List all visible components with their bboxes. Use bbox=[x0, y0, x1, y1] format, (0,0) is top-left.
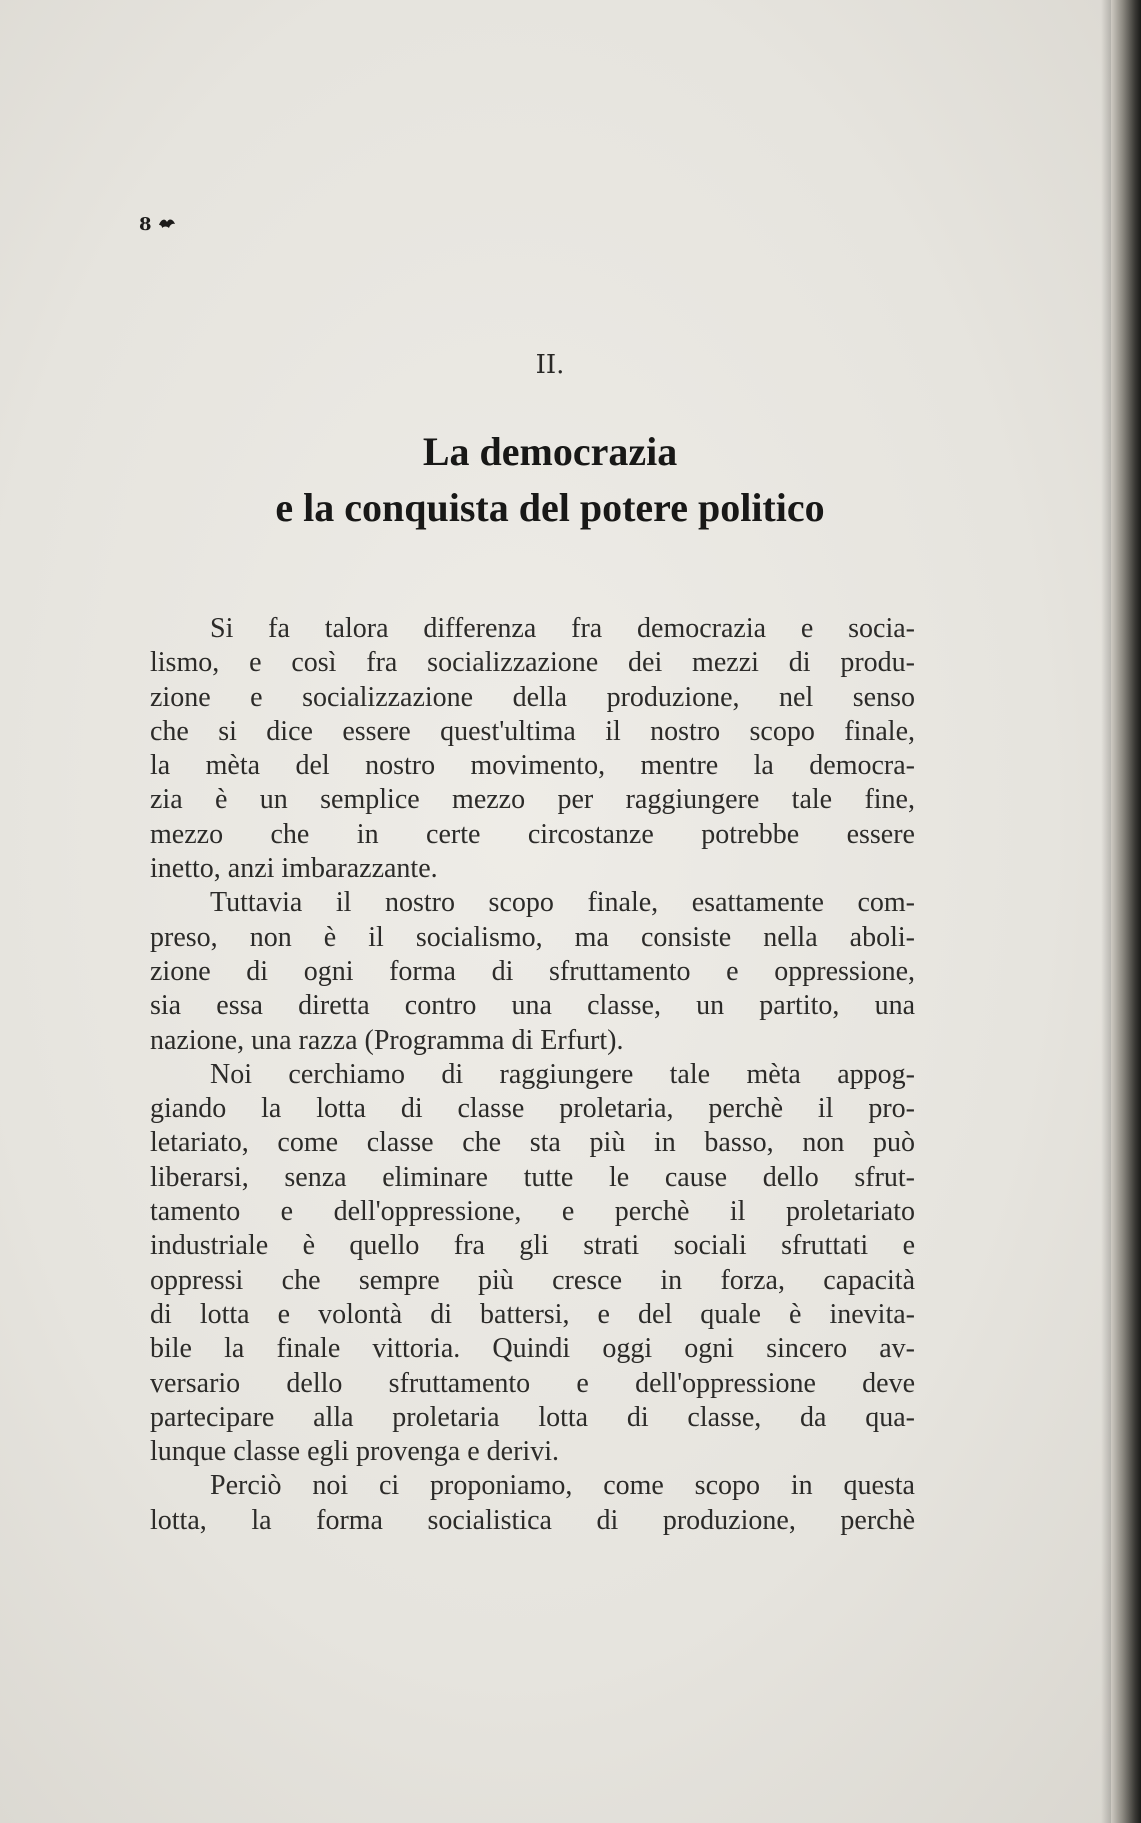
text-line: di lotta e volontà di battersi, e del quale è inevita- bbox=[150, 1298, 915, 1330]
text-line: industriale è quello fra gli strati sociali sfruttati e bbox=[150, 1230, 915, 1262]
text-line: lunque classe egli provenga e derivi. bbox=[150, 1436, 559, 1468]
text-line: preso, non è il socialismo, ma consiste nella aboli- bbox=[150, 921, 915, 953]
text-line: che si dice essere quest'ultima il nostro scopo finale, bbox=[150, 715, 915, 747]
chapter-title-line-1: La democrazia bbox=[422, 429, 678, 474]
text-line: lismo, e così fra socializzazione dei mezzi di produ- bbox=[150, 647, 915, 679]
text-line: mezzo che in certe circostanze potrebbe essere bbox=[150, 818, 915, 850]
page-number: 8 bbox=[139, 214, 153, 235]
text-line: tamento e dell'oppressione, e perchè il proletariato bbox=[150, 1196, 915, 1228]
text-line: Noi cerchiamo di raggiungere tale mèta appog- bbox=[210, 1058, 915, 1090]
chapter-number: II. bbox=[535, 350, 565, 380]
text-line: sia essa diretta contro una classe, un partito, una bbox=[150, 990, 915, 1022]
text-line: giando la lotta di classe proletaria, perchè il pro- bbox=[150, 1093, 915, 1125]
chapter-title bbox=[0, 424, 1100, 536]
text-line: partecipare alla proletaria lotta di classe, da qua- bbox=[150, 1401, 915, 1433]
text-line: la mèta del nostro movimento, mentre la democra- bbox=[150, 750, 915, 782]
text-line: Si fa talora differenza fra democrazia e socia- bbox=[210, 613, 915, 644]
text-line: liberarsi, senza eliminare tutte le cause dello sfrut- bbox=[150, 1161, 915, 1193]
fleuron-icon bbox=[158, 216, 176, 230]
text-line: Tuttavia il nostro scopo finale, esattamente com- bbox=[210, 887, 915, 919]
body-text bbox=[150, 612, 915, 1538]
text-line: inetto, anzi imbarazzante. bbox=[150, 853, 438, 885]
text-line: versario dello sfruttamento e dell'oppressione deve bbox=[150, 1367, 915, 1399]
text-line: zione e socializzazione della produzione, nel senso bbox=[150, 681, 915, 713]
text-line: bile la finale vittoria. Quindi oggi ogni sincero av- bbox=[150, 1333, 915, 1365]
text-line: nazione, una razza (Programma di Erfurt). bbox=[150, 1024, 624, 1056]
text-line: zia è un semplice mezzo per raggiungere tale fine, bbox=[150, 784, 915, 816]
text-line: lotta, la forma socialistica di produzione, perchè bbox=[150, 1504, 915, 1536]
text-line: Perciò noi ci proponiamo, come scopo in questa bbox=[210, 1470, 915, 1502]
text-line: zione di ogni forma di sfruttamento e oppressione, bbox=[150, 955, 915, 987]
page-gutter-shadow bbox=[1101, 0, 1111, 1823]
chapter-title-line-2: e la conquista del potere politico bbox=[275, 485, 825, 530]
text-line: oppressi che sempre più cresce in forza, capacità bbox=[150, 1264, 915, 1296]
text-line: letariato, come classe che sta più in basso, non può bbox=[150, 1127, 915, 1159]
book-spine bbox=[1111, 0, 1141, 1823]
